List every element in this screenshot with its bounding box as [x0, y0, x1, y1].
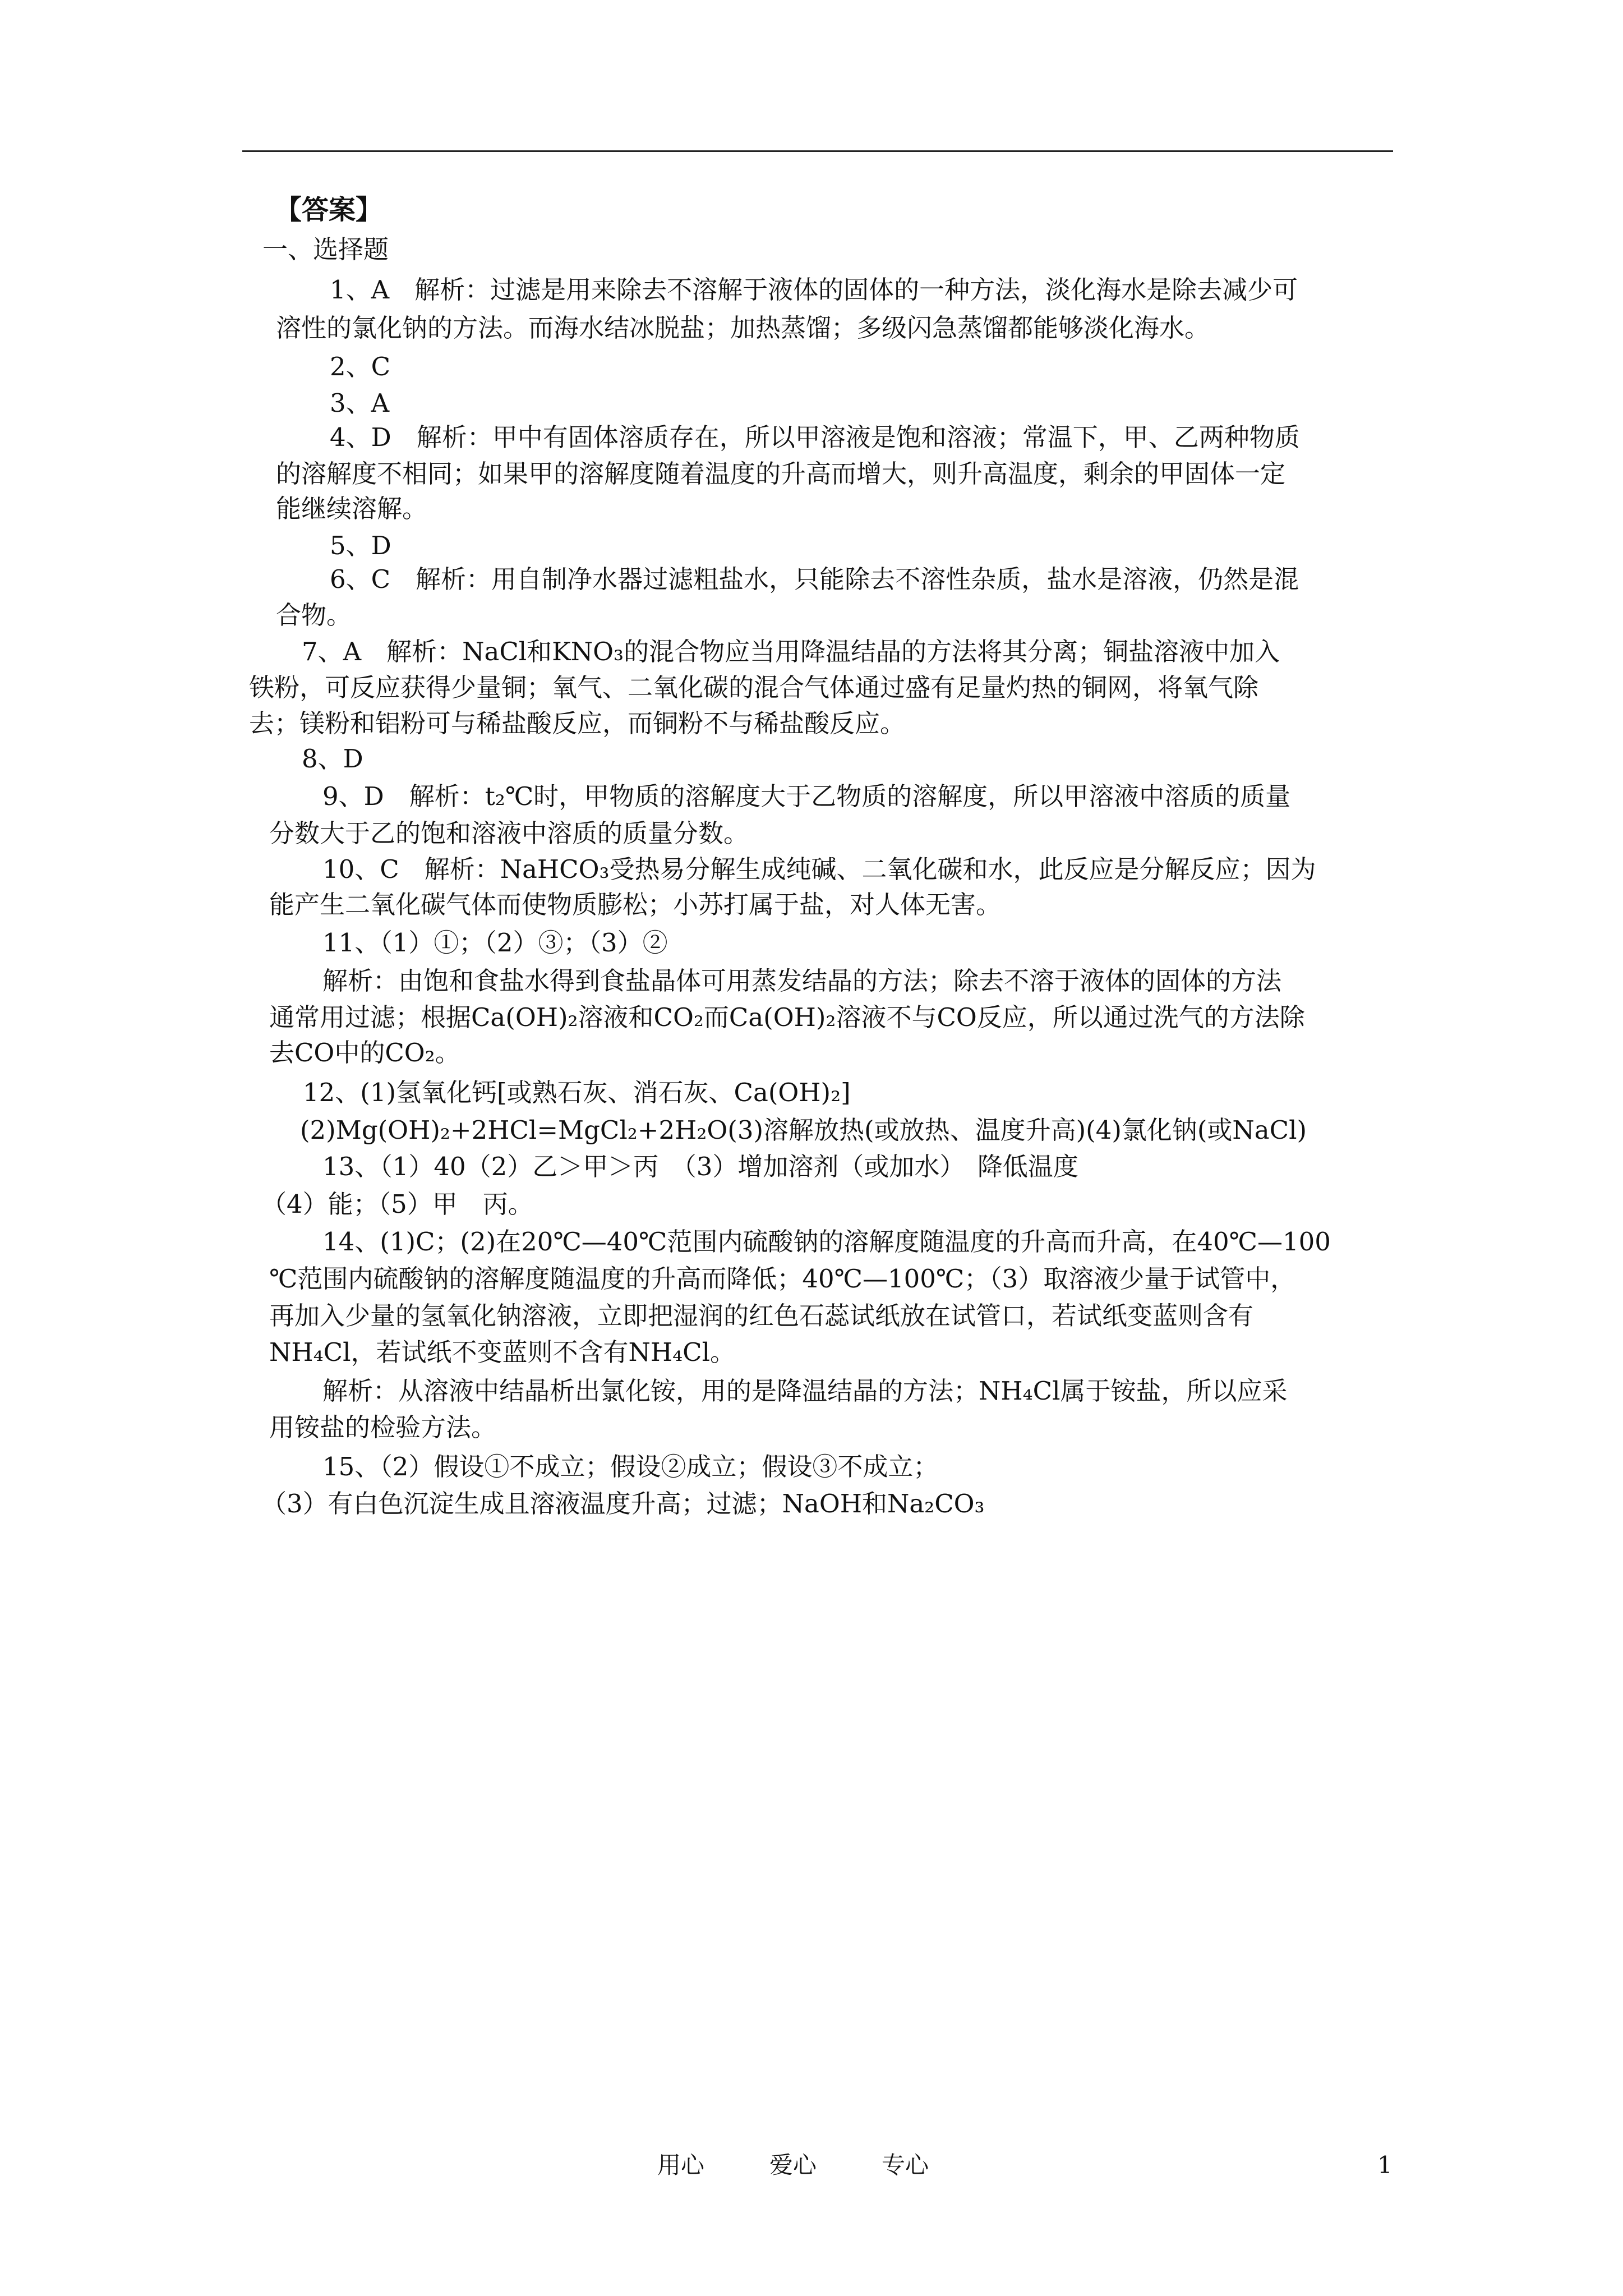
answer-line: 13、（1）40（2）乙＞甲＞丙 （3）增加溶剂（或加水） 降低温度 — [322, 1152, 1078, 1181]
answer-line: 通常用过滤；根据Ca(OH)₂溶液和CO₂而Ca(OH)₂溶液不与CO反应，所以通过洗气的方法除 — [269, 1002, 1305, 1032]
answer-line: 合物。 — [276, 600, 352, 630]
answer-line: 2、C — [330, 352, 391, 381]
footer-right: 专心 — [882, 2151, 929, 2179]
page-number: 1 — [1377, 2151, 1393, 2179]
footer-middle: 爱心 — [769, 2151, 817, 2179]
header-rule — [242, 150, 1393, 152]
answer-line: 3、A — [330, 388, 390, 418]
section-title: 一、选择题 — [262, 234, 389, 264]
answer-line: 能产生二氧化碳气体而使物质膨松；小苏打属于盐，对人体无害。 — [269, 890, 1002, 919]
answer-line: 8、D — [302, 744, 363, 774]
answer-line: 11、（1）①；（2）③；（3）② — [322, 928, 668, 958]
answer-line: 去；镁粉和铝粉可与稀盐酸反应，而铜粉不与稀盐酸反应。 — [249, 708, 906, 738]
answer-line: 5、D — [330, 531, 391, 560]
answer-line: 分数大于乙的饱和溶液中溶质的质量分数。 — [269, 818, 749, 848]
answer-line: NH₄Cl，若试纸不变蓝则不含有NH₄Cl。 — [269, 1337, 735, 1367]
answer-line: 1、A 解析：过滤是用来除去不溶解于液体的固体的一种方法，淡化海水是除去减少可 — [330, 275, 1298, 305]
answer-line: 解析：从溶液中结晶析出氯化铵，用的是降温结晶的方法；NH₄Cl属于铵盐，所以应采 — [322, 1376, 1288, 1406]
answer-line: 9、D 解析：t₂℃时，甲物质的溶解度大于乙物质的溶解度，所以甲溶液中溶质的质量 — [322, 781, 1291, 811]
answer-line: 15、（2）假设①不成立；假设②成立；假设③不成立； — [322, 1452, 939, 1481]
answer-line: 能继续溶解。 — [276, 494, 428, 523]
answer-line: 4、D 解析：甲中有固体溶质存在，所以甲溶液是饱和溶液；常温下，甲、乙两种物质 — [330, 422, 1300, 452]
answer-line: (2)Mg(OH)₂+2HCl=MgCl₂+2H₂O(3)溶解放热(或放热、温度升高)(4)氯化钠(或NaCl) — [300, 1115, 1307, 1145]
answer-line: 用铵盐的检验方法。 — [269, 1412, 497, 1442]
answer-line: 10、C 解析：NaHCO₃受热易分解生成纯碱、二氧化碳和水，此反应是分解反应；因为 — [322, 854, 1316, 884]
answer-line: 铁粉，可反应获得少量铜；氧气、二氧化碳的混合气体通过盛有足量灼热的铜网，将氧气除 — [249, 673, 1259, 702]
answer-line: 6、C 解析：用自制净水器过滤粗盐水，只能除去不溶性杂质，盐水是溶液，仍然是混 — [330, 564, 1299, 594]
answer-line: （3）有白色沉淀生成且溶液温度升高；过滤；NaOH和Na₂CO₃ — [261, 1489, 985, 1519]
answer-line: 的溶解度不相同；如果甲的溶解度随着温度的升高而增大，则升高温度，剩余的甲固体一定 — [276, 459, 1286, 489]
answer-line: 溶性的氯化钠的方法。而海水结冰脱盐；加热蒸馏；多级闪急蒸馏都能够淡化海水。 — [276, 313, 1210, 343]
answer-line: 解析：由饱和食盐水得到食盐晶体可用蒸发结晶的方法；除去不溶于液体的固体的方法 — [322, 966, 1282, 996]
answer-line: 再加入少量的氢氧化钠溶液，立即把湿润的红色石蕊试纸放在试管口，若试纸变蓝则含有 — [269, 1301, 1254, 1331]
answer-line: ℃范围内硫酸钠的溶解度随温度的升高而降低；40℃—100℃；（3）取溶液少量于试管中， — [269, 1264, 1296, 1294]
answer-line: 7、A 解析：NaCl和KNO₃的混合物应当用降温结晶的方法将其分离；铜盐溶液中加入 — [302, 637, 1280, 666]
footer-left: 用心 — [657, 2151, 705, 2179]
answer-line: 12、(1)氢氧化钙[或熟石灰、消石灰、Ca(OH)₂] — [303, 1078, 851, 1107]
answer-line: （4）能；（5）甲 丙。 — [261, 1189, 533, 1219]
answer-line: 14、(1)C；(2)在20℃—40℃范围内硫酸钠的溶解度随温度的升高而升高，在40℃—100 — [322, 1227, 1331, 1257]
answer-heading: 【答案】 — [275, 194, 383, 226]
answer-line: 去CO中的CO₂。 — [269, 1038, 460, 1068]
